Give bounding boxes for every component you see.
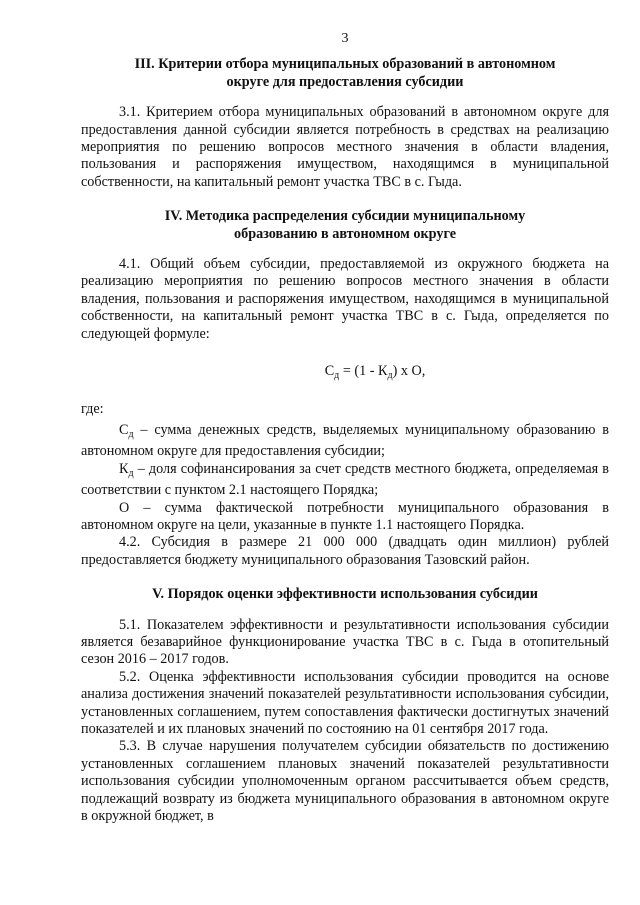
paragraph-5-2: 5.2. Оценка эффективности использования субсидии проводится на основе анализа достижения значений показателей результативности использования субсидии, установленных соглашением, путем сопоставления фактически достигнутых значений показателей и их плановых значений по состоянию на 01 сентября 2017 года. [81, 668, 609, 737]
definition-k-text: – доля софинансирования за счет средств местного бюджета, определяемая в соответствии с пунктом 2.1 настоящего Порядка; [81, 460, 609, 499]
section-5-title-line: V. Порядок оценки эффективности использования субсидии [152, 586, 538, 603]
page-number: 3 [341, 31, 349, 46]
section-3-title-line-1: III. Критерии отбора муниципальных образований в автономном [134, 56, 556, 73]
section-4-title-line-2: образованию в автономном округе [234, 225, 456, 242]
definition-k-sub: д [128, 467, 134, 479]
formula [141, 363, 609, 384]
definition-c [81, 422, 609, 461]
section-4-title-line-1: IV. Методика распределения субсидии муниципальному [164, 208, 526, 225]
paragraph-4-2: 4.2. Субсидия в размере 21 000 000 (двадцать один миллион) рублей предоставляется бюджету муниципального образования Тазовский район. [81, 534, 609, 568]
definition-k [81, 461, 609, 500]
section-3-title-line-2: округе для предоставления субсидии [226, 73, 464, 90]
definition-o: О – сумма фактической потребности муниципального образования в автономном округе на цели, указанные в пункте 1.1 настоящего Порядка. [81, 499, 609, 533]
definition-k-symbol: К [119, 460, 129, 477]
definition-c-symbol: С [119, 421, 129, 438]
formula-end: ) х О, [392, 363, 426, 380]
section-4-title [81, 208, 609, 243]
definition-c-sub: д [128, 428, 134, 440]
paragraph-5-3: 5.3. В случае нарушения получателем субсидии обязательств по достижению установленных соглашением плановых значений показателей результативности использования субсидии уполномоченным органом рассчитывается объем средств, подлежащий возврату из бюджета муниципального образования в автономном округе в окружной бюджет, в [81, 738, 609, 825]
paragraph-4-1: 4.1. Общий объем субсидии, предоставляемой из окружного бюджета на реализацию мероприятия по решению вопросов местного значения в области владения, пользования и распоряжения имуществом, находящимся в муниципальной собственности, на капитальный ремонт участка ТВС в с. Гыда, определяется по следующей формуле: [81, 256, 609, 342]
document-page [81, 30, 609, 825]
where-label: где: [81, 400, 104, 417]
paragraph-3-1: 3.1. Критерием отбора муниципальных образований в автономном округе для предоставления данной субсидии является потребность в средствах на реализацию мероприятия по решению вопросов местного значения в области владения, пользования и распоряжения имуществом, находящимся в муниципальной собственности, на капитальный ремонт участка ТВС в с. Гыда. [81, 104, 609, 190]
section-5-title [81, 586, 609, 603]
formula-mid: = (1 - К [339, 363, 388, 380]
section-3-title [81, 56, 609, 91]
formula-k-sub: д [387, 370, 393, 382]
paragraph-5-1: 5.1. Показателем эффективности и результативности использования субсидии является безаварийное функционирование участка ТВС в с. Гыда в отопительный сезон 2016 – 2017 годов. [81, 616, 609, 668]
formula-c-sub: д [334, 370, 340, 382]
formula-c: С [324, 363, 335, 380]
definition-c-text: – сумма денежных средств, выделяемых муниципальному образованию в автономном округе для предоставления субсидии; [81, 421, 609, 460]
